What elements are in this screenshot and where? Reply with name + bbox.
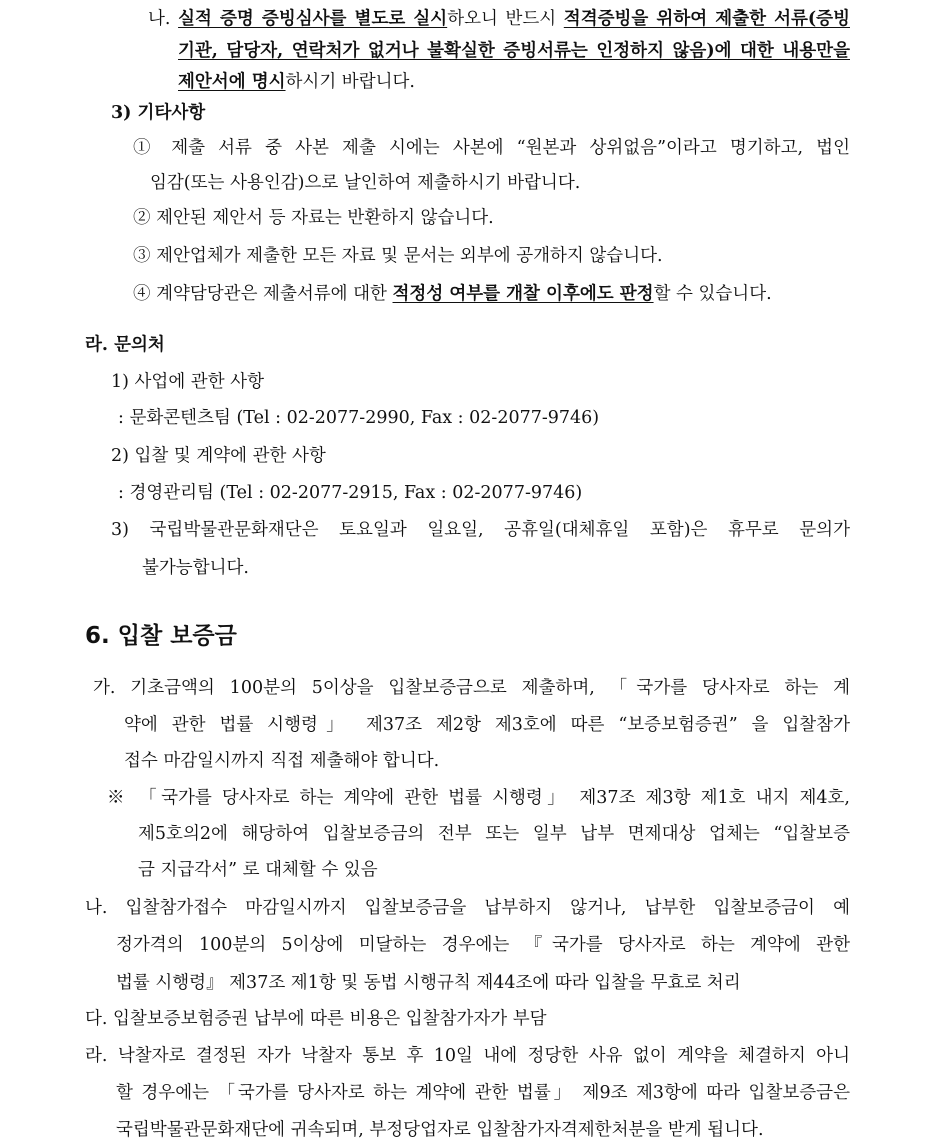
ga-line-1: 가. 기초금액의 100분의 5이상을 입찰보증금으로 제출하며, 「국가를 당사자로 하는 계: [93, 678, 850, 698]
na-text-1: 하오니 반드시: [447, 9, 564, 29]
inquiry-item-2: 2) 입찰 및 계약에 관한 사항: [111, 446, 326, 466]
na2-line-3: 법률 시행령』 제37조 제1항 및 동법 시행규칙 제44조에 따라 입찰을 무효로 처리: [116, 973, 741, 993]
etc-item-4-text-2: 할 수 있습니다.: [653, 284, 772, 304]
na2-line-2: 정가격의 100분의 5이상에 미달하는 경우에는 『국가를 당사자로 하는 계약에 관한: [116, 935, 850, 955]
inquiry-item-1-contact: : 문화콘텐츠팀 (Tel : 02-2077-2990, Fax : 02-2077-9746): [118, 408, 600, 428]
na-line-1: [148, 7, 850, 31]
inquiry-item-1: 1) 사업에 관한 사항: [111, 372, 264, 392]
ra-line-1: 라. 낙찰자로 결정된 자가 낙찰자 통보 후 10일 내에 정당한 사유 없이 계약을 체결하지 아니: [85, 1046, 850, 1066]
etc-item-3: ③ 제안업체가 제출한 모든 자료 및 문서는 외부에 공개하지 않습니다.: [133, 246, 663, 266]
inquiry-title: 라. 문의처: [85, 335, 165, 355]
na-line-2: 기관, 담당자, 연락처가 없거나 불확실한 증빙서류는 인정하지 않음)에 대한 내용만을: [178, 41, 850, 61]
ra-line-3: 국립박물관문화재단에 귀속되며, 부정당업자로 입찰참가자격제한처분을 받게 됩니다.: [116, 1120, 764, 1140]
ga-line-2: 약에 관한 법률 시행령」 제37조 제2항 제3호에 따른 “보증보험증권” 을 입찰참가: [124, 715, 850, 735]
etc-item-4-emphasis: 적정성 여부를 개찰 이후에도 판정: [392, 284, 654, 304]
note-line-1: ※ 「국가를 당사자로 하는 계약에 관한 법률 시행령」 제37조 제3항 제1호 내지 제4호,: [107, 788, 850, 808]
da-line: 다. 입찰보증보험증권 납부에 따른 비용은 입찰참가자가 부담: [85, 1009, 547, 1029]
etc-item-2: ② 제안된 제안서 등 자료는 반환하지 않습니다.: [133, 208, 494, 228]
na-line-3: [178, 70, 415, 94]
ga-line-3: 접수 마감일시까지 직접 제출해야 합니다.: [124, 751, 440, 771]
inquiry-item-3-line-1: 3) 국립박물관문화재단은 토요일과 일요일, 공휴일(대체휴일 포함)은 휴무로 문의가: [111, 520, 850, 540]
etc-item-1-line-1: ① 제출 서류 중 사본 제출 시에는 사본에 “원본과 상위없음”이라고 명기하고, 법인: [133, 138, 850, 158]
na-prefix: 나.: [148, 9, 171, 29]
note-line-3: 금 지급각서” 로 대체할 수 있음: [138, 860, 378, 880]
etc-item-4: [133, 282, 772, 306]
etc-title: 3) 기타사항: [111, 103, 206, 123]
na-emphasis-3: 제안서에 명시: [178, 72, 286, 92]
etc-item-4-text-1: ④ 계약담당관은 제출서류에 대한: [133, 284, 393, 304]
inquiry-item-2-contact: : 경영관리팀 (Tel : 02-2077-2915, Fax : 02-2077-9746): [118, 483, 583, 503]
na-emphasis-1: 실적 증명 증빙심사를 별도로 실시: [178, 9, 448, 29]
na-emphasis-2: 적격증빙을 위하여 제출한 서류(증빙: [563, 9, 850, 29]
ra-line-2: 할 경우에는 「국가를 당사자로 하는 계약에 관한 법률」 제9조 제3항에 따라 입찰보증금은: [116, 1083, 850, 1103]
na2-line-1: 나. 입찰참가접수 마감일시까지 입찰보증금을 납부하지 않거나, 납부한 입찰보증금이 예: [85, 898, 850, 918]
inquiry-item-3-line-2: 불가능합니다.: [142, 558, 249, 578]
section-6-heading: 6. 입찰 보증금: [85, 623, 237, 649]
etc-item-1-line-2: 임감(또는 사용인감)으로 날인하여 제출하시기 바랍니다.: [150, 173, 581, 193]
na-text-3: 하시기 바랍니다.: [285, 72, 415, 92]
note-line-2: 제5호의2에 해당하여 입찰보증금의 전부 또는 일부 납부 면제대상 업체는 “입찰보증: [138, 824, 850, 844]
